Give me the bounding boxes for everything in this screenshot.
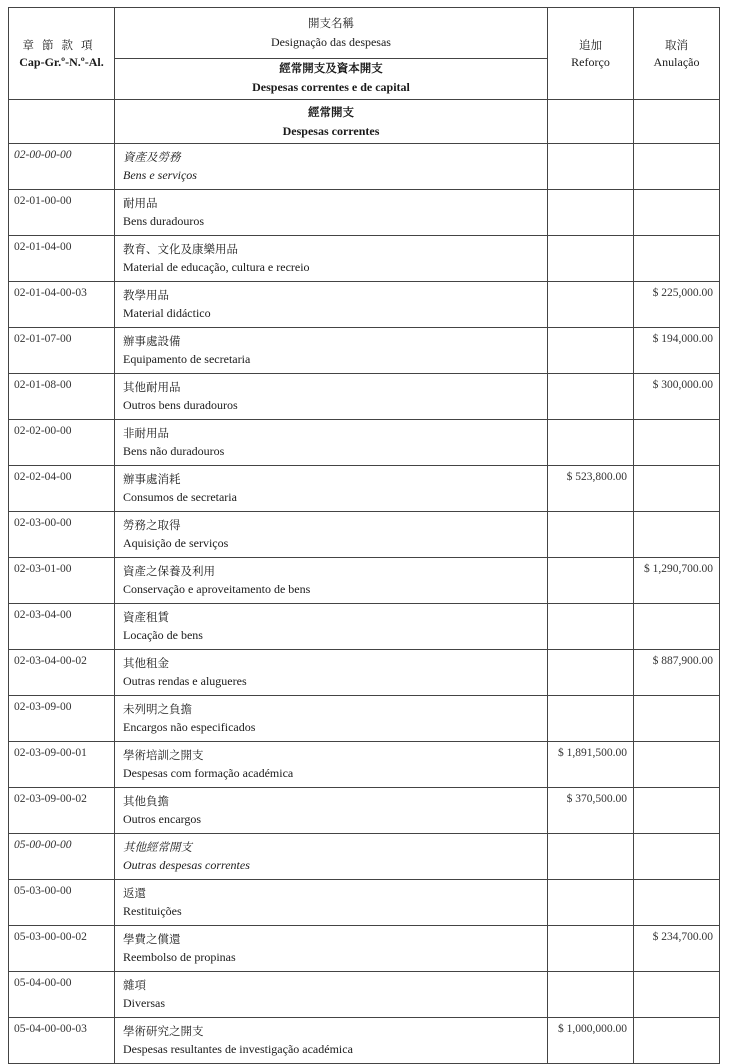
row-anulacao-amount <box>634 604 720 650</box>
row-anulacao-amount <box>634 420 720 466</box>
row-code: 02-03-09-00-01 <box>9 742 115 788</box>
row-description <box>115 1018 548 1064</box>
row-anulacao-amount: $ 234,700.00 <box>634 926 720 972</box>
row-description-pt: Outros encargos <box>123 812 202 826</box>
table-row <box>9 190 720 236</box>
expense-type-zh: 經常開支及資本開支 <box>279 61 383 75</box>
row-description-zh: 其他耐用品 <box>123 380 181 394</box>
row-anulacao-amount <box>634 972 720 1018</box>
row-reforco-amount <box>548 374 634 420</box>
row-code: 02-03-04-00-02 <box>9 650 115 696</box>
row-description <box>115 190 548 236</box>
row-code: 05-00-00-00 <box>9 834 115 880</box>
row-description <box>115 926 548 972</box>
desc-header-pt: Designação das despesas <box>271 35 391 49</box>
table-row <box>9 282 720 328</box>
row-reforco-amount <box>548 834 634 880</box>
row-description-pt: Aquisição de serviços <box>123 536 229 550</box>
section-row <box>9 100 720 144</box>
row-reforco-amount <box>548 190 634 236</box>
table-row <box>9 834 720 880</box>
row-description-pt: Encargos não especificados <box>123 720 256 734</box>
row-description-zh: 教學用品 <box>123 288 169 302</box>
row-code: 05-04-00-00 <box>9 972 115 1018</box>
row-description <box>115 604 548 650</box>
row-description-pt: Despesas com formação académica <box>123 766 294 780</box>
row-reforco-amount <box>548 236 634 282</box>
row-code: 02-01-04-00 <box>9 236 115 282</box>
row-anulacao-amount <box>634 834 720 880</box>
reforco-header-zh: 追加 <box>579 37 602 52</box>
row-description-zh: 非耐用品 <box>123 426 169 440</box>
row-description-pt: Equipamento de secretaria <box>123 352 251 366</box>
row-description-zh: 資產及勞務 <box>123 150 181 164</box>
table-row <box>9 144 720 190</box>
table-row <box>9 880 720 926</box>
row-code: 02-01-00-00 <box>9 190 115 236</box>
row-reforco-amount <box>548 972 634 1018</box>
row-description-zh: 學術培訓之開支 <box>123 748 204 762</box>
row-anulacao-amount <box>634 1018 720 1064</box>
code-header-zh: 章節款項 <box>22 37 101 52</box>
table-body <box>9 100 720 1064</box>
table-row <box>9 788 720 834</box>
row-anulacao-amount <box>634 190 720 236</box>
row-description <box>115 834 548 880</box>
anulacao-column-header <box>634 8 720 100</box>
row-description <box>115 742 548 788</box>
table-row <box>9 742 720 788</box>
row-description-zh: 耐用品 <box>123 196 158 210</box>
row-description-pt: Outras rendas e alugueres <box>123 674 247 688</box>
row-description-zh: 未列明之負擔 <box>123 702 192 716</box>
row-anulacao-amount: $ 1,290,700.00 <box>634 558 720 604</box>
row-code: 02-03-09-00 <box>9 696 115 742</box>
row-anulacao-amount <box>634 788 720 834</box>
table-row <box>9 512 720 558</box>
row-description <box>115 374 548 420</box>
row-description <box>115 420 548 466</box>
row-reforco-amount: $ 523,800.00 <box>548 466 634 512</box>
row-description-pt: Material didáctico <box>123 306 211 320</box>
row-description-pt: Conservação e aproveitamento de bens <box>123 582 311 596</box>
row-reforco-amount: $ 1,000,000.00 <box>548 1018 634 1064</box>
row-description-pt: Outras despesas correntes <box>123 858 250 872</box>
table-header <box>9 8 720 100</box>
row-description-pt: Material de educação, cultura e recreio <box>123 260 310 274</box>
anulacao-header-zh: 取消 <box>665 37 688 52</box>
row-description-pt: Reembolso de propinas <box>123 950 236 964</box>
anulacao-header-pt: Anulação <box>653 54 700 69</box>
row-description-zh: 其他負擔 <box>123 794 169 808</box>
row-anulacao-amount: $ 194,000.00 <box>634 328 720 374</box>
row-description <box>115 650 548 696</box>
row-anulacao-amount <box>634 466 720 512</box>
row-description-zh: 辦事處設備 <box>123 334 181 348</box>
table-row <box>9 236 720 282</box>
row-description-pt: Despesas resultantes de investigação académica <box>123 1042 353 1056</box>
row-anulacao-amount <box>634 880 720 926</box>
table-row <box>9 328 720 374</box>
row-description <box>115 236 548 282</box>
desc-header-zh: 開支名稱 <box>308 16 354 30</box>
table-row <box>9 650 720 696</box>
row-reforco-amount: $ 1,891,500.00 <box>548 742 634 788</box>
row-description-zh: 辦事處消耗 <box>123 472 181 486</box>
expense-type-header <box>115 59 548 100</box>
table-row <box>9 604 720 650</box>
row-reforco-amount <box>548 282 634 328</box>
row-code: 02-01-04-00-03 <box>9 282 115 328</box>
row-description <box>115 466 548 512</box>
row-code: 02-03-04-00 <box>9 604 115 650</box>
reforco-header-pt: Reforço <box>571 54 610 69</box>
row-description-pt: Locação de bens <box>123 628 203 642</box>
row-anulacao-amount: $ 300,000.00 <box>634 374 720 420</box>
row-description-pt: Consumos de secretaria <box>123 490 237 504</box>
row-description-zh: 學費之償還 <box>123 932 181 946</box>
row-description <box>115 328 548 374</box>
row-description-zh: 學術研究之開支 <box>123 1024 204 1038</box>
row-reforco-amount <box>548 144 634 190</box>
table-row <box>9 420 720 466</box>
row-description <box>115 282 548 328</box>
budget-table <box>8 7 720 1064</box>
row-description-zh: 資產之保養及利用 <box>123 564 215 578</box>
row-reforco-amount: $ 370,500.00 <box>548 788 634 834</box>
row-code: 02-00-00-00 <box>9 144 115 190</box>
row-reforco-amount <box>548 420 634 466</box>
row-description <box>115 880 548 926</box>
row-reforco-amount <box>548 604 634 650</box>
row-description-pt: Bens e serviços <box>123 168 197 182</box>
row-code: 02-02-00-00 <box>9 420 115 466</box>
row-description-zh: 其他經常開支 <box>123 840 192 854</box>
row-anulacao-amount <box>634 696 720 742</box>
row-code: 02-01-07-00 <box>9 328 115 374</box>
row-description <box>115 558 548 604</box>
row-reforco-amount <box>548 880 634 926</box>
table-row <box>9 696 720 742</box>
row-description <box>115 788 548 834</box>
row-code: 02-03-09-00-02 <box>9 788 115 834</box>
row-reforco-amount <box>548 328 634 374</box>
row-anulacao-amount: $ 225,000.00 <box>634 282 720 328</box>
row-description-zh: 雜項 <box>123 978 146 992</box>
row-code: 02-02-04-00 <box>9 466 115 512</box>
row-description-pt: Restituições <box>123 904 182 918</box>
section-title-pt: Despesas correntes <box>282 124 380 138</box>
row-description <box>115 512 548 558</box>
row-description <box>115 972 548 1018</box>
table-row <box>9 972 720 1018</box>
row-anulacao-amount <box>634 144 720 190</box>
row-description-zh: 資產租賃 <box>123 610 169 624</box>
expense-type-pt: Despesas correntes e de capital <box>252 80 410 94</box>
row-code: 02-03-01-00 <box>9 558 115 604</box>
row-code: 05-04-00-00-03 <box>9 1018 115 1064</box>
description-column-header <box>115 8 548 59</box>
table-row <box>9 558 720 604</box>
row-code: 02-01-08-00 <box>9 374 115 420</box>
reforco-column-header <box>548 8 634 100</box>
table-row <box>9 1018 720 1064</box>
code-column-header <box>9 8 115 100</box>
row-description-pt: Bens duradouros <box>123 214 204 228</box>
row-description <box>115 144 548 190</box>
row-code: 02-03-00-00 <box>9 512 115 558</box>
row-reforco-amount <box>548 558 634 604</box>
row-reforco-amount <box>548 926 634 972</box>
row-description <box>115 696 548 742</box>
row-description-zh: 其他租金 <box>123 656 169 670</box>
row-reforco-amount <box>548 696 634 742</box>
row-description-zh: 教育、文化及康樂用品 <box>123 242 238 256</box>
row-code: 05-03-00-00 <box>9 880 115 926</box>
row-anulacao-amount <box>634 236 720 282</box>
row-description-pt: Outros bens duradouros <box>123 398 238 412</box>
row-anulacao-amount <box>634 742 720 788</box>
table-row <box>9 374 720 420</box>
row-description-pt: Bens não duradouros <box>123 444 225 458</box>
section-title-zh: 經常開支 <box>308 105 354 119</box>
row-description-zh: 返還 <box>123 886 146 900</box>
section-title <box>115 100 548 144</box>
row-description-zh: 勞務之取得 <box>123 518 181 532</box>
row-code: 05-03-00-00-02 <box>9 926 115 972</box>
row-anulacao-amount <box>634 512 720 558</box>
code-header-pt: Cap-Gr.º-N.º-Al. <box>19 54 104 69</box>
row-anulacao-amount: $ 887,900.00 <box>634 650 720 696</box>
table-row <box>9 926 720 972</box>
row-description-pt: Diversas <box>123 996 165 1010</box>
table-row <box>9 466 720 512</box>
row-reforco-amount <box>548 512 634 558</box>
row-reforco-amount <box>548 650 634 696</box>
